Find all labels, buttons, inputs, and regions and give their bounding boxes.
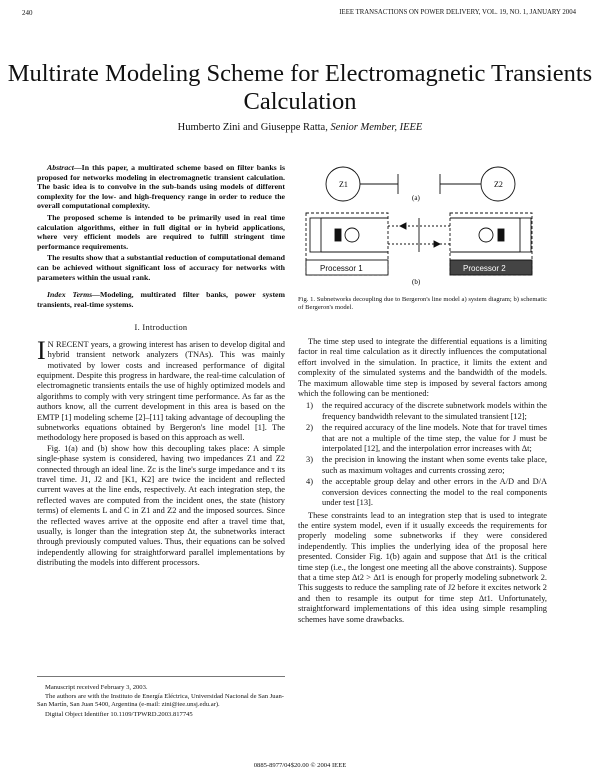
list-item: 2) the required accuracy of the line models. Note that for travel times that are not a multiple of the time step, the value for J must be interpolated [12], and the interpolation error increases with Δt; xyxy=(306,423,547,454)
authors xyxy=(0,122,600,133)
page-number: 240 xyxy=(22,9,33,17)
list-item: 3) the precision in knowing the instant when some events take place, such as maximum voltages and currents crossing zero; xyxy=(306,455,547,475)
intro-p1-text: N RECENT years, a growing interest has arisen to develop digital and hybrid transient network analyzers (TNAs). This was mainly motivated by lower costs and increased performance of digital equipment. Despite this progress in hardware, the real-time calculation of electromagnetic transients entails the use of highly optimized models and algorithms to comply with very stringent time performance. As far as the authors know, all the current development in this area is based on the EMTP [1] modeling scheme [2]–[11] taking advantage of decoupling the subnetworks equations obtained by Bergeron's line model [1]. The methodology here proposed is based on this approach as well. xyxy=(37,339,285,443)
figure-caption: Fig. 1. Subnetworks decoupling due to Bergeron's line model a) system diagram; b) schematic of Bergeron's model. xyxy=(298,296,547,312)
right-p1: The time step used to integrate the differential equations is a limiting factor in real time calculation as it directly influences the computational effort involved in the simulation. In practice, it limits the extent and complexity of the simulated systems and the bandwidth of the models. The maximum allowable time step is imposed by several factors among which the following can be mentioned: xyxy=(298,337,547,399)
footnote-affiliation: The authors are with the Instituto de Energía Eléctrica, Universidad Nacional de San Juan-San Martín, San Juan 5400, Argentina (e-mail: zini@iee.unsj.edu.ar). xyxy=(37,693,285,709)
constraints-list xyxy=(298,401,547,508)
index-terms-text: Modeling, multirated filter banks, power system transients, real-time systems. xyxy=(37,290,285,309)
z1-block xyxy=(310,218,321,252)
intro-p2: Fig. 1(a) and (b) show how this decoupling takes place: A simple single-phase system is considered, having two impedances Z1 and Z2 connected through an ideal line. Zc is the line's surge impedance and τ its travel time. J1, J2 and [K1, K2] are twice the incident and reflected current waves at the line ends, respectively. At each integration step, the reflected waves are computed from the incident ones, the state (history terms) of elements L and C in Z1 and Z2 and the imposed sources. Since the reflected waves arrive at the opposite end after a travel time that, usually, is longer than the integration step Δt, the subnetworks interact through previously computed values. Thus, their equations can be solved independently allowing for straightforward parallel implementations by distributing the models into different processors. xyxy=(37,443,285,568)
list-item: 4) the acceptable group delay and other errors in the A/D and D/A conversion devices connecting the model to the real components under test [13]. xyxy=(306,477,547,508)
abstract-label: Abstract— xyxy=(47,163,82,172)
z2-block xyxy=(520,218,531,252)
dropcap: I xyxy=(37,335,46,365)
left-column xyxy=(37,163,285,569)
intro-p1 xyxy=(37,335,285,444)
paper-title: Multirate Modeling Scheme for Electromagnetic Transients Calculation xyxy=(7,60,593,115)
index-terms-label: Index Terms— xyxy=(47,290,100,300)
list-item-text: the precision in knowing the instant when some events take place, such as maximum voltages and currents crossing zero; xyxy=(322,455,547,475)
list-item-text: the acceptable group delay and other errors in the A/D and D/A conversion devices connecting the model to the real components under test [13]. xyxy=(322,477,547,508)
list-item-text: the required accuracy of the line models. Note that for travel times that are not a multiple of the time step, the value for J must be interpolated [12], and the interpolation error increases with Δt; xyxy=(322,423,547,454)
author-role: Senior Member, IEEE xyxy=(330,122,423,133)
fig-proc2-label: Processor 2 xyxy=(463,264,506,273)
abstract-p3: The results show that a substantial reduction of computational demand can be achieved without significant loss of accuracy for networks with parameters within the usual rank. xyxy=(37,253,285,282)
abstract xyxy=(37,163,285,282)
list-item: 1) the required accuracy of the discrete subnetwork models within the frequency bandwidth relevant to the simulated transient [12]; xyxy=(306,401,547,421)
author-names: Humberto Zini and Giuseppe Ratta, xyxy=(177,122,328,133)
fig-z1-label: Z1 xyxy=(339,180,348,189)
abstract-p2: The proposed scheme is intended to be primarily used in real time calculation algorithms, either in full digital or in hybrid applications, where very efficient models are required to fulfill stringent time performance requirements. xyxy=(37,212,285,251)
fig-z2-label: Z2 xyxy=(494,180,503,189)
right-column xyxy=(298,337,547,625)
fig-label-b: (b) xyxy=(412,278,421,286)
footnote-doi: Digital Object Identifier 10.1109/TPWRD.2003.817745 xyxy=(45,710,193,718)
footnote xyxy=(37,676,285,720)
footnote-received: Manuscript received February 3, 2003. xyxy=(45,684,148,691)
abstract-p1 xyxy=(37,163,285,211)
footer-copyright: 0885-8977/04$20.00 © 2004 IEEE xyxy=(253,762,347,769)
fig-proc1-label: Processor 1 xyxy=(320,264,363,273)
right-p2: These constraints lead to an integration step that is used to integrate the entire system model, even if it usually exceeds the requirements for properly modeling some subnetworks if they were considered independently. This implies the underlying idea of the proposal here presented. Consider Fig. 1(b) again and suppose that Δt1 is the critical time step (i.e., the longest one meeting all the above constraints). Suppose that a time step Δt2 > Δt1 is enough for properly modeling subnetwork 2. This suggests to reduce the sampling rate of J2 before it excites network 2 and then to resample its output for time step Δt1. Unfortunately, straightforward implementations of this idea using simple resampling schemes have some drawbacks. xyxy=(298,510,547,624)
index-terms xyxy=(37,290,285,309)
running-head: IEEE TRANSACTIONS ON POWER DELIVERY, VOL. 19, NO. 1, JANUARY 2004 xyxy=(339,9,576,16)
fig-label-a: (a) xyxy=(412,194,420,202)
abstract-p1-text: In this paper, a multirated scheme based on filter banks is proposed for networks modeling in electromagnetic transient calculation. The basic idea is to convolve in the sub-bands using models of different complexity for the low- and high-frequency range in order to reduce the overall computational complexity. xyxy=(37,163,285,211)
list-item-text: the required accuracy of the discrete subnetwork models within the frequency bandwidth relevant to the simulated transient [12]; xyxy=(322,401,547,421)
figure-1 xyxy=(300,160,550,292)
section-heading: I. Introduction xyxy=(134,323,188,333)
